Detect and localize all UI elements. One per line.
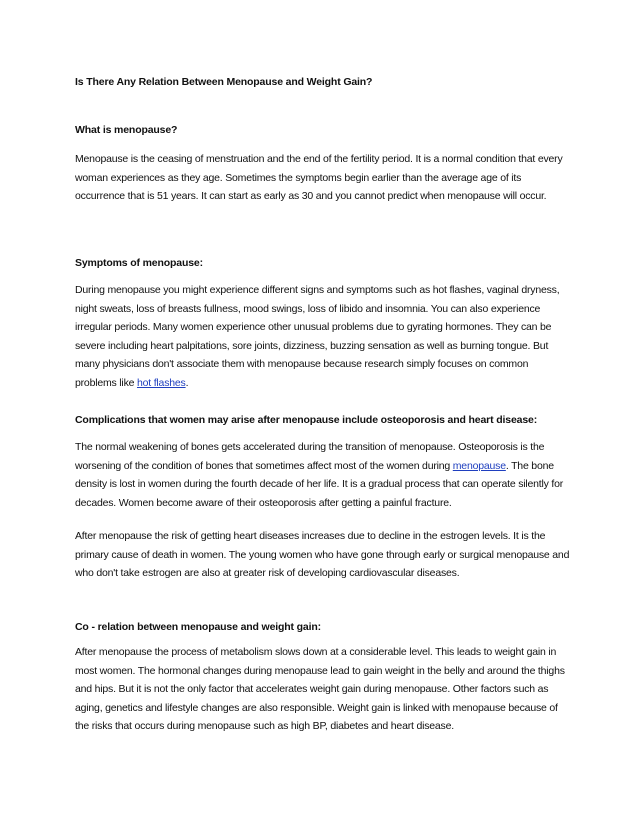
menopause-link[interactable]: menopause	[452, 459, 506, 472]
section-heading-what-is-menopause: What is menopause?	[75, 124, 178, 136]
paragraph-text-after: .	[185, 376, 189, 389]
paragraph-text: The normal weakening of bones gets accelerated during the transition of menopause. Osteoporosis is the worsening of the condition of bones that sometimes affect most of the women during	[75, 441, 545, 472]
section-heading-complications: Complications that women may arise after menopause include osteoporosis and heart disease:	[75, 414, 538, 426]
paragraph-symptoms	[75, 281, 570, 392]
hot-flashes-link[interactable]: hot flashes	[136, 376, 186, 389]
section-heading-weight-gain: Co - relation between menopause and weight gain:	[75, 621, 321, 633]
paragraph-text: During menopause you might experience different signs and symptoms such as hot flashes, vaginal dryness, night sweats, loss of breasts fullness, mood swings, loss of libido and insomnia. You can also experience irregular periods. Many women experience other unusual problems due to gyrating hormones. They can be severe including heart palpitations, sore joints, dizziness, buzzing sensation as well as burning tongue. But many physicians don't associate them with menopause because research simply focuses on common problems like	[75, 284, 560, 389]
paragraph-text: Menopause is the ceasing of menstruation and the end of the fertility period. It is a normal condition that every woman experiences as they age. Sometimes the symptoms begin earlier than the average age of its occurrence that is 51 years. It can start as early as 30 and you cannot predict when menopause will occur.	[75, 153, 563, 202]
paragraph-what-is-menopause	[75, 150, 570, 206]
paragraph-heart-disease	[75, 527, 570, 583]
section-heading-symptoms: Symptoms of menopause:	[75, 257, 203, 269]
page-title: Is There Any Relation Between Menopause and Weight Gain?	[75, 76, 373, 88]
paragraph-text: After menopause the risk of getting heart diseases increases due to decline in the estrogen levels. It is the primary cause of death in women. The young women who have gone through early or surgical menopause and who don't take estrogen are also at greater risk of developing cardiovascular diseases.	[75, 530, 570, 579]
paragraph-text-after: . The bone density is lost in women during the fourth decade of her life. It is a gradual process that can operate silently for decades. Women become aware of their osteoporosis after getting a painful fracture.	[75, 459, 564, 509]
paragraph-weight-gain	[75, 643, 570, 736]
paragraph-text: After menopause the process of metabolism slows down at a considerable level. This leads to weight gain in most women. The hormonal changes during menopause lead to gain weight in the belly and around the thighs and hips. But it is not the only factor that accelerates weight gain during menopause. Other factors such as aging, genetics and lifestyle changes are also responsible. Weight gain is linked with menopause because of the risks that occurs during menopause such as high BP, diabetes and heart disease.	[75, 646, 565, 732]
paragraph-osteoporosis	[75, 438, 570, 512]
